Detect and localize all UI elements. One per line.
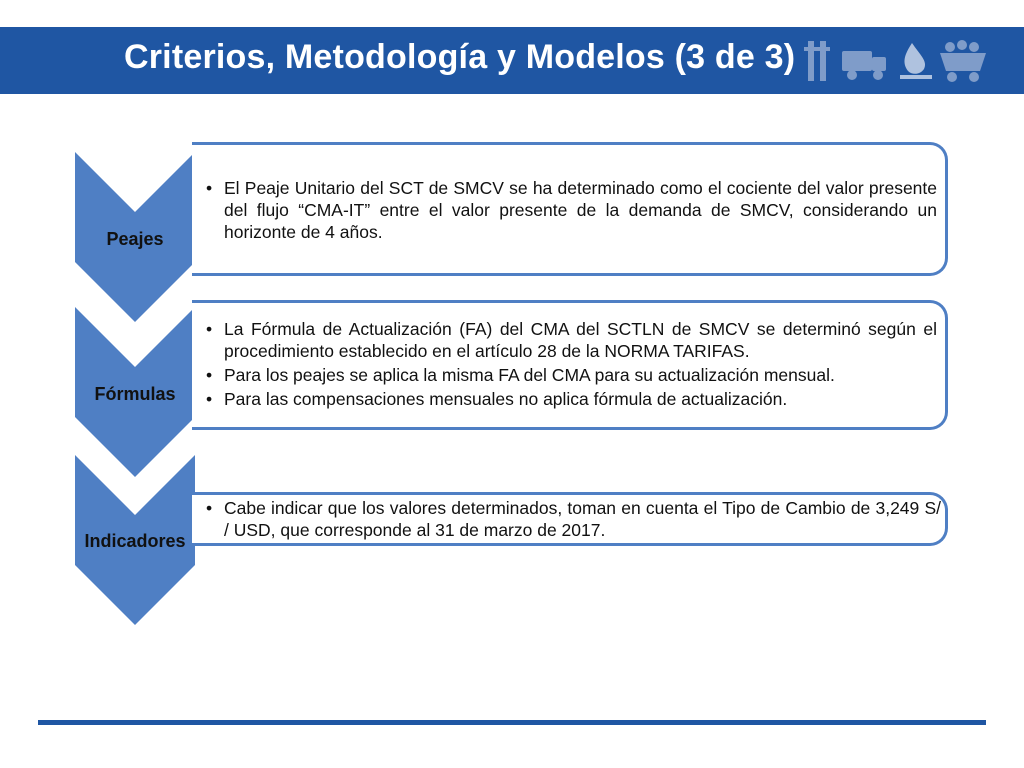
bullet-formulas-1: • La Fórmula de Actualización (FA) del CMA del SCTLN de SMCV se determinó según el procedimiento establecido en el artículo 28 de la NORMA TARIFAS. (204, 318, 937, 362)
bullet-peajes-1: • El Peaje Unitario del SCT de SMCV se ha determinado como el cociente del valor presente del flujo “CMA-IT” entre el valor presente de la demanda de SMCV, considerando un horizonte de 4 años. (204, 177, 937, 243)
bullet-formulas-3: • Para las compensaciones mensuales no aplica fórmula de actualización. (204, 388, 937, 410)
step-label-formulas: Fórmulas (94, 384, 176, 404)
step-label-peajes: Peajes (106, 229, 164, 249)
bullet-indicadores-1: • Cabe indicar que los valores determinados, toman en cuenta el Tipo de Cambio de 3,249 S/ / USD, que corresponde al 31 de marzo de 2017. (204, 497, 941, 541)
step-box-formulas (192, 300, 948, 430)
step-label-indicadores: Indicadores (84, 531, 186, 551)
bullet-formulas-2: • Para los peajes se aplica la misma FA del CMA para su actualización mensual. (204, 364, 937, 386)
footer-line (38, 720, 986, 725)
step-box-peajes (192, 142, 948, 276)
slide-title: Criterios, Metodología y Modelos (3 de 3) (124, 38, 796, 76)
step-box-indicadores (192, 492, 948, 546)
